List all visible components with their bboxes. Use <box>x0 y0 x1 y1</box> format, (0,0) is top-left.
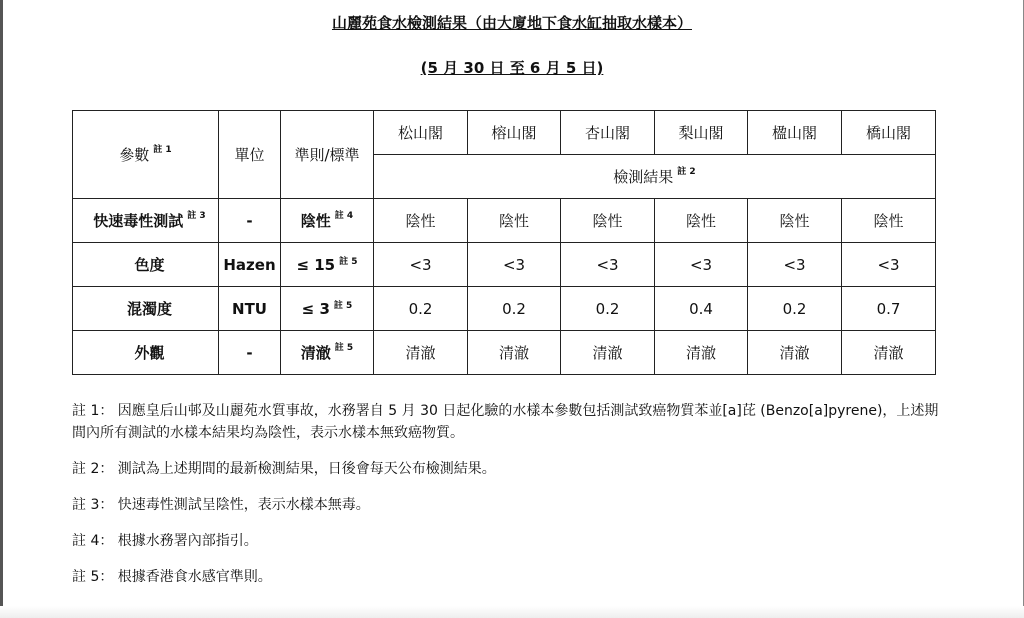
results-table <box>72 110 936 375</box>
result-cell: <3 <box>561 243 655 287</box>
unit-cell: - <box>219 199 281 243</box>
standard-note: 註 4 <box>334 211 354 221</box>
result-cell: 0.2 <box>374 287 468 331</box>
result-cell: <3 <box>468 243 561 287</box>
results-label: 檢測結果 <box>613 168 674 186</box>
unit-cell: NTU <box>219 287 281 331</box>
table-row <box>73 287 936 331</box>
table-row <box>73 331 936 375</box>
param-name: 快速毒性測試 <box>93 212 184 230</box>
results-header-cell <box>374 155 936 199</box>
standard-note: 註 5 <box>333 300 353 311</box>
header-building: 橋山閣 <box>842 111 936 155</box>
result-cell: <3 <box>748 243 842 287</box>
table-row <box>73 243 936 287</box>
result-cell: <3 <box>374 243 468 287</box>
header-building: 榕山閣 <box>468 111 561 155</box>
standard-value: 清澈 <box>300 344 331 362</box>
param-name: 外觀 <box>134 344 165 362</box>
result-cell: 清澈 <box>374 331 468 375</box>
footnote: 註 5： 根據香港食水感官準則。 <box>72 569 272 585</box>
result-cell: 陰性 <box>655 199 748 243</box>
result-cell: 清澈 <box>468 331 561 375</box>
result-cell: 陰性 <box>561 199 655 243</box>
header-building: 杏山閣 <box>561 111 655 155</box>
result-cell: 0.2 <box>748 287 842 331</box>
result-cell: 陰性 <box>374 199 468 243</box>
param-cell <box>73 199 219 243</box>
header-param-cell <box>73 111 219 199</box>
page-bottom-edge <box>0 606 1024 618</box>
header-building: 松山閣 <box>374 111 468 155</box>
unit-cell: Hazen <box>219 243 281 287</box>
param-cell <box>73 331 219 375</box>
standard-cell <box>281 199 374 243</box>
header-row-buildings <box>73 111 936 155</box>
result-cell: 陰性 <box>748 199 842 243</box>
param-name: 混濁度 <box>126 300 172 318</box>
header-building: 梨山閣 <box>655 111 748 155</box>
header-unit: 單位 <box>219 111 281 199</box>
footnote: 註 4： 根據水務署內部指引。 <box>72 533 258 549</box>
standard-value: ≤ 15 <box>296 255 336 274</box>
standard-value: ≤ 3 <box>301 299 330 318</box>
footnote: 註 2： 測試為上述期間的最新檢測結果，日後會每天公布檢測結果。 <box>72 461 496 477</box>
standard-cell <box>281 331 374 375</box>
standard-cell <box>281 243 374 287</box>
result-cell: <3 <box>655 243 748 287</box>
footnote: 註 3： 快速毒性測試呈陰性，表示水樣本無毒。 <box>72 497 370 513</box>
result-cell: 清澈 <box>655 331 748 375</box>
result-cell: 0.2 <box>561 287 655 331</box>
param-cell <box>73 287 219 331</box>
result-cell: 陰性 <box>468 199 561 243</box>
result-cell: 清澈 <box>561 331 655 375</box>
standard-note: 註 5 <box>339 256 358 267</box>
results-note: 註 2 <box>677 167 696 177</box>
standard-cell <box>281 287 374 331</box>
footnote: 註 1： 因應皇后山邨及山麗苑水質事故，水務署自 5 月 30 日起化驗的水樣本參數包括測試致癌物質苯並[a]芘 (Benzo[a]pyrene)，上述期間內所有測試的水樣本結果均為陰性，表示水樣本無致癌物質。 <box>72 403 939 441</box>
param-note: 註 3 <box>187 211 206 221</box>
param-name: 色度 <box>134 256 165 274</box>
result-cell: 0.7 <box>842 287 936 331</box>
document-title: 山麗苑食水檢測結果（由大廈地下食水缸抽取水樣本） <box>331 14 692 32</box>
result-cell: 清澈 <box>748 331 842 375</box>
result-cell: 陰性 <box>842 199 936 243</box>
page-border-left <box>0 0 3 618</box>
result-cell: 0.2 <box>468 287 561 331</box>
result-cell: 清澈 <box>842 331 936 375</box>
result-cell: <3 <box>842 243 936 287</box>
footnotes <box>72 400 942 602</box>
date-range-subtitle: (5 月 30 日 至 6 月 5 日) <box>420 59 604 77</box>
result-cell: 0.4 <box>655 287 748 331</box>
header-building: 楹山閣 <box>748 111 842 155</box>
header-param: 參數 <box>119 146 150 164</box>
standard-note: 註 5 <box>334 343 354 353</box>
standard-value: 陰性 <box>300 212 331 230</box>
unit-cell: - <box>219 331 281 375</box>
header-standard: 準則/標準 <box>281 111 374 199</box>
table-row <box>73 199 936 243</box>
header-param-note: 註 1 <box>153 145 172 155</box>
param-cell <box>73 243 219 287</box>
